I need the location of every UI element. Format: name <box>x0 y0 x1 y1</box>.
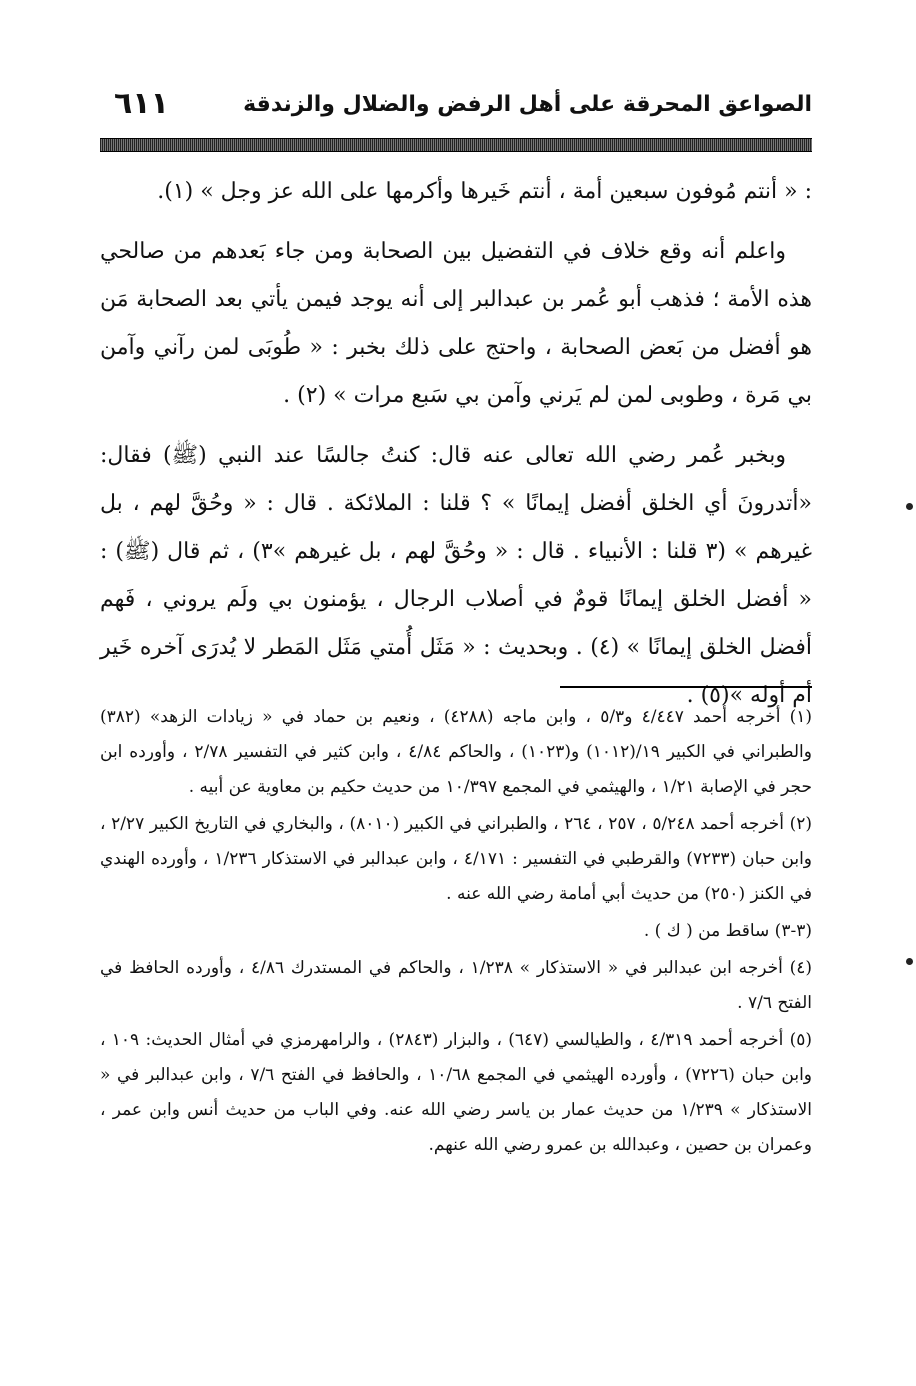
paragraph: واعلم أنه وقع خلاف في التفضيل بين الصحابة ومن جاء بَعدهم من صالحي هذه الأمة ؛ فذهب أبو عُمر بن عبدالبر إلى أنه يوجد فيمن يأتي بعد الصحابة مَن هو أفضل من بَعض الصحابة ، واحتج على ذلك بخبر : « طُوبَى لمن رآني وآمن بي مَرة ، وطوبى لمن لم يَرني وآمن بي سَبع مرات » (٢) . <box>100 239 812 408</box>
footnote: (٤) أخرجه ابن عبدالبر في « الاستذكار » ١/٢٣٨ ، والحاكم في المستدرك ٤/٨٦ ، وأورده الحافظ في الفتح ٧/٦ . <box>100 958 812 1013</box>
header-rule <box>100 138 812 152</box>
margin-dot <box>906 503 913 510</box>
margin-dot <box>906 958 913 965</box>
footnote: (٣-٣) ساقط من ( ك ) . <box>643 921 812 941</box>
footnote: (٢) أخرجه أحمد ٥/٢٤٨ ، ٢٥٧ ، ٢٦٤ ، والطبراني في الكبير (٨٠١٠) ، والبخاري في التاريخ الكبير ٢/٢٧ ، وابن حبان (٧٢٣٣) والقرطبي في التفسير : ٤/١٧١ ، وابن عبدالبر في الاستذكار ١/٢٣٦ ، وأورده الهندي في الكنز (٢٥٠) من حديث أبي أمامة رضي الله عنه . <box>100 814 813 904</box>
main-text <box>100 168 812 720</box>
footnote: (١) أخرجه أحمد ٤/٤٤٧ و٥/٣ ، وابن ماجه (٤٢٨٨) ، ونعيم بن حماد في « زيادات الزهد» (٣٨٢) والطبراني في الكبير ١٩/(١٠١٢) و(١٠٢٣) ، والحاكم ٤/٨٤ ، وابن كثير في التفسير ٢/٧٨ ، وأورده ابن حجر في الإصابة ١/٢١ ، والهيثمي في المجمع ١٠/٣٩٧ من حديث حكيم بن معاوية عن أبيه . <box>100 707 812 797</box>
running-header <box>100 86 812 132</box>
paragraph: وبخبر عُمر رضي الله تعالى عنه قال: كنتُ جالسًا عند النبي (ﷺ) فقال: «أتدرونَ أي الخلق أفضل إيمانًا » ؟ قلنا : الملائكة . قال : « وحُقَّ لهم ، بل غيرهم » (٣ قلنا : الأنبياء . قال : « وحُقَّ لهم ، بل غيرهم »٣) ، ثم قال (ﷺ) : « أفضل الخلق إيمانًا قومٌ في أصلاب الرجال ، يؤمنون بي ولَم يروني ، فَهم أفضل الخلق إيمانًا » (٤) . وبحديث : « مَثَل أُمتي مَثَل المَطر لا يُدرَى آخره خَير أم أوله »(٥) . <box>100 443 812 708</box>
footnote-separator <box>560 686 812 688</box>
running-title: الصواعق المحرقة على أهل الرفض والضلال والزندقة <box>243 92 812 117</box>
paragraph: : « أنتم مُوفون سبعين أمة ، أنتم خَيرها وأكرمها على الله عز وجل » (١). <box>157 179 812 204</box>
footnotes <box>100 700 812 1165</box>
footnote: (٥) أخرجه أحمد ٤/٣١٩ ، والطيالسي (٦٤٧) ، والبزار (٢٨٤٣) ، والرامهرمزي في أمثال الحديث: ١٠٩ ، وابن حبان (٧٢٢٦) ، وأورده الهيثمي في المجمع ١٠/٦٨ ، والحافظ في الفتح ٧/٦ ، وابن عبدالبر في « الاستذكار » ١/٢٣٩ من حديث عمار بن ياسر رضي الله عنه. وفي الباب من حديث أنس وابن عمر ، وعمران بن حصين ، وعبدالله بن عمرو رضي الله عنهم. <box>100 1030 813 1155</box>
page-number: ٦١١ <box>114 86 169 121</box>
